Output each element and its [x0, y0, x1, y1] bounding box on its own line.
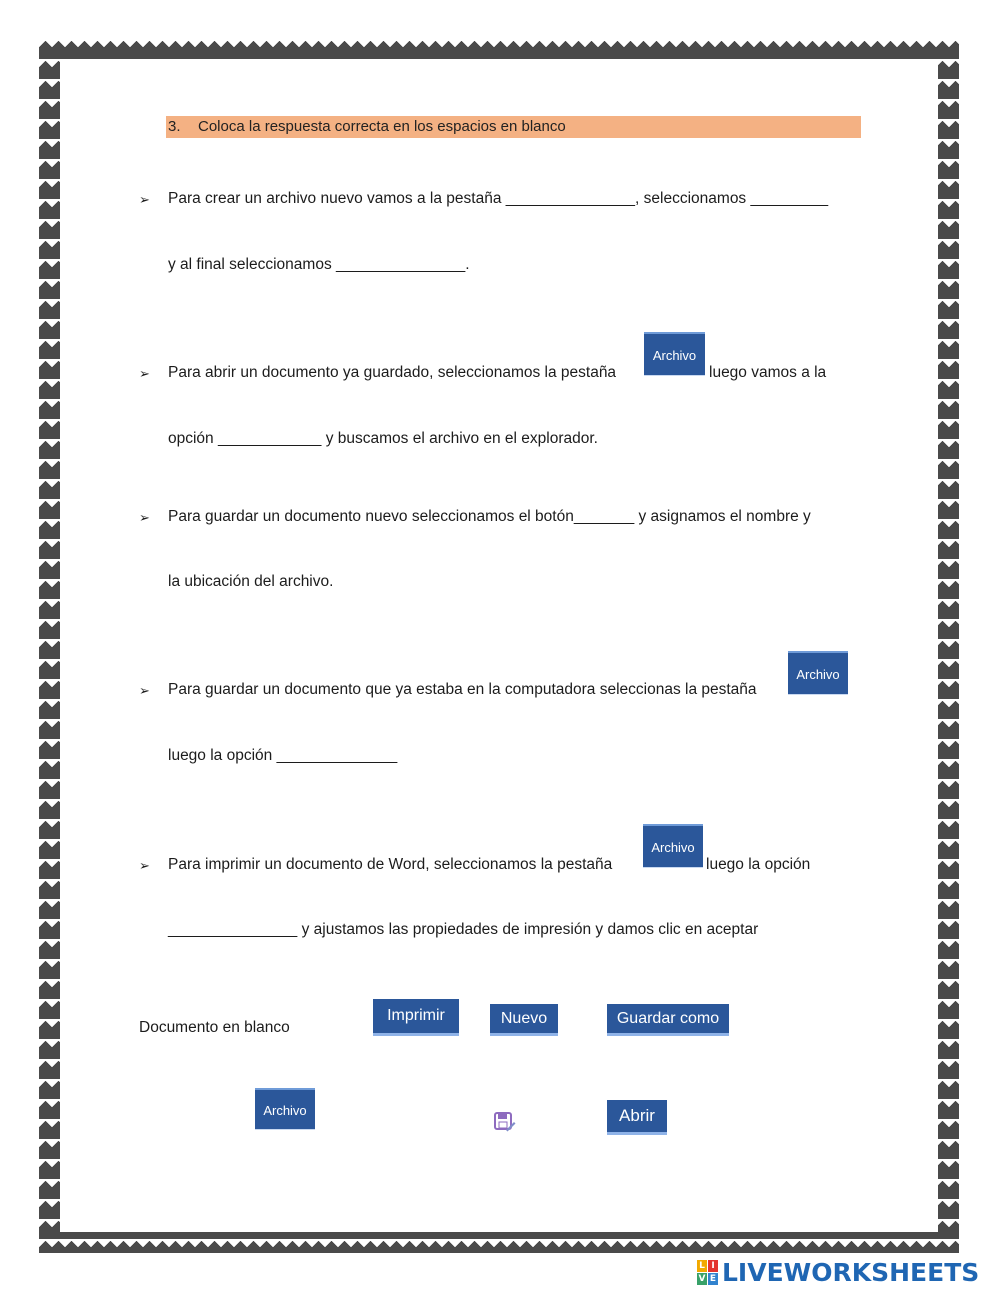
exercise-instruction: Coloca la respuesta correcta en los espacios en blanco: [198, 118, 566, 135]
arrowhead-bullet-icon: ➢: [139, 858, 150, 873]
item-1-line-2: y al final seleccionamos _______________.: [168, 256, 470, 273]
exercise-heading: [166, 116, 861, 138]
worksheet-page: [60, 60, 938, 1232]
item-4-line-1-before: Para guardar un documento que ya estaba en la computadora seleccionas la pestaña: [168, 681, 757, 698]
archivo-tab-image: Archivo: [644, 332, 705, 380]
item-4-line-2: luego la opción ______________: [168, 747, 398, 764]
liveworksheets-logo: [697, 1258, 979, 1286]
logo-text: LIVEWORKSHEETS: [722, 1257, 980, 1287]
item-3-line-2: la ubicación del archivo.: [168, 573, 334, 590]
answer-documento-en-blanco[interactable]: Documento en blanco: [139, 1019, 290, 1036]
logo-mark: L I V E: [698, 1260, 717, 1284]
item-5-line-1-before: Para imprimir un documento de Word, seleccionamos la pestaña: [168, 856, 613, 873]
answer-archivo-tab[interactable]: Archivo: [255, 1088, 315, 1134]
archivo-tab-image: Archivo: [643, 824, 703, 872]
item-1-line-1: Para crear un archivo nuevo vamos a la pestaña _______________, seleccionamos _________: [168, 190, 829, 207]
answer-nuevo-button[interactable]: Nuevo: [490, 1004, 558, 1036]
item-2-line-2: opción ____________ y buscamos el archivo en el explorador.: [168, 430, 598, 447]
item-3-line-1: Para guardar un documento nuevo seleccionamos el botón_______ y asignamos el nombre y: [168, 508, 811, 525]
item-5-line-2: _______________ y ajustamos las propiedades de impresión y damos clic en aceptar: [168, 921, 759, 938]
arrowhead-bullet-icon: ➢: [139, 510, 150, 525]
answer-abrir-button[interactable]: Abrir: [607, 1100, 667, 1135]
item-5-line-1-after: luego la opción: [706, 856, 811, 873]
arrowhead-bullet-icon: ➢: [139, 683, 150, 698]
arrowhead-bullet-icon: ➢: [139, 366, 150, 381]
archivo-tab-image: Archivo: [788, 651, 848, 699]
exercise-number: 3.: [168, 118, 181, 135]
floppy-disk-icon[interactable]: [494, 1112, 516, 1132]
arrowhead-bullet-icon: ➢: [139, 192, 150, 207]
item-2-line-1-after: luego vamos a la: [709, 364, 827, 381]
item-2-line-1-before: Para abrir un documento ya guardado, seleccionamos la pestaña: [168, 364, 617, 381]
answer-guardar-como-button[interactable]: Guardar como: [607, 1004, 729, 1036]
answer-imprimir-button[interactable]: Imprimir: [373, 999, 459, 1036]
